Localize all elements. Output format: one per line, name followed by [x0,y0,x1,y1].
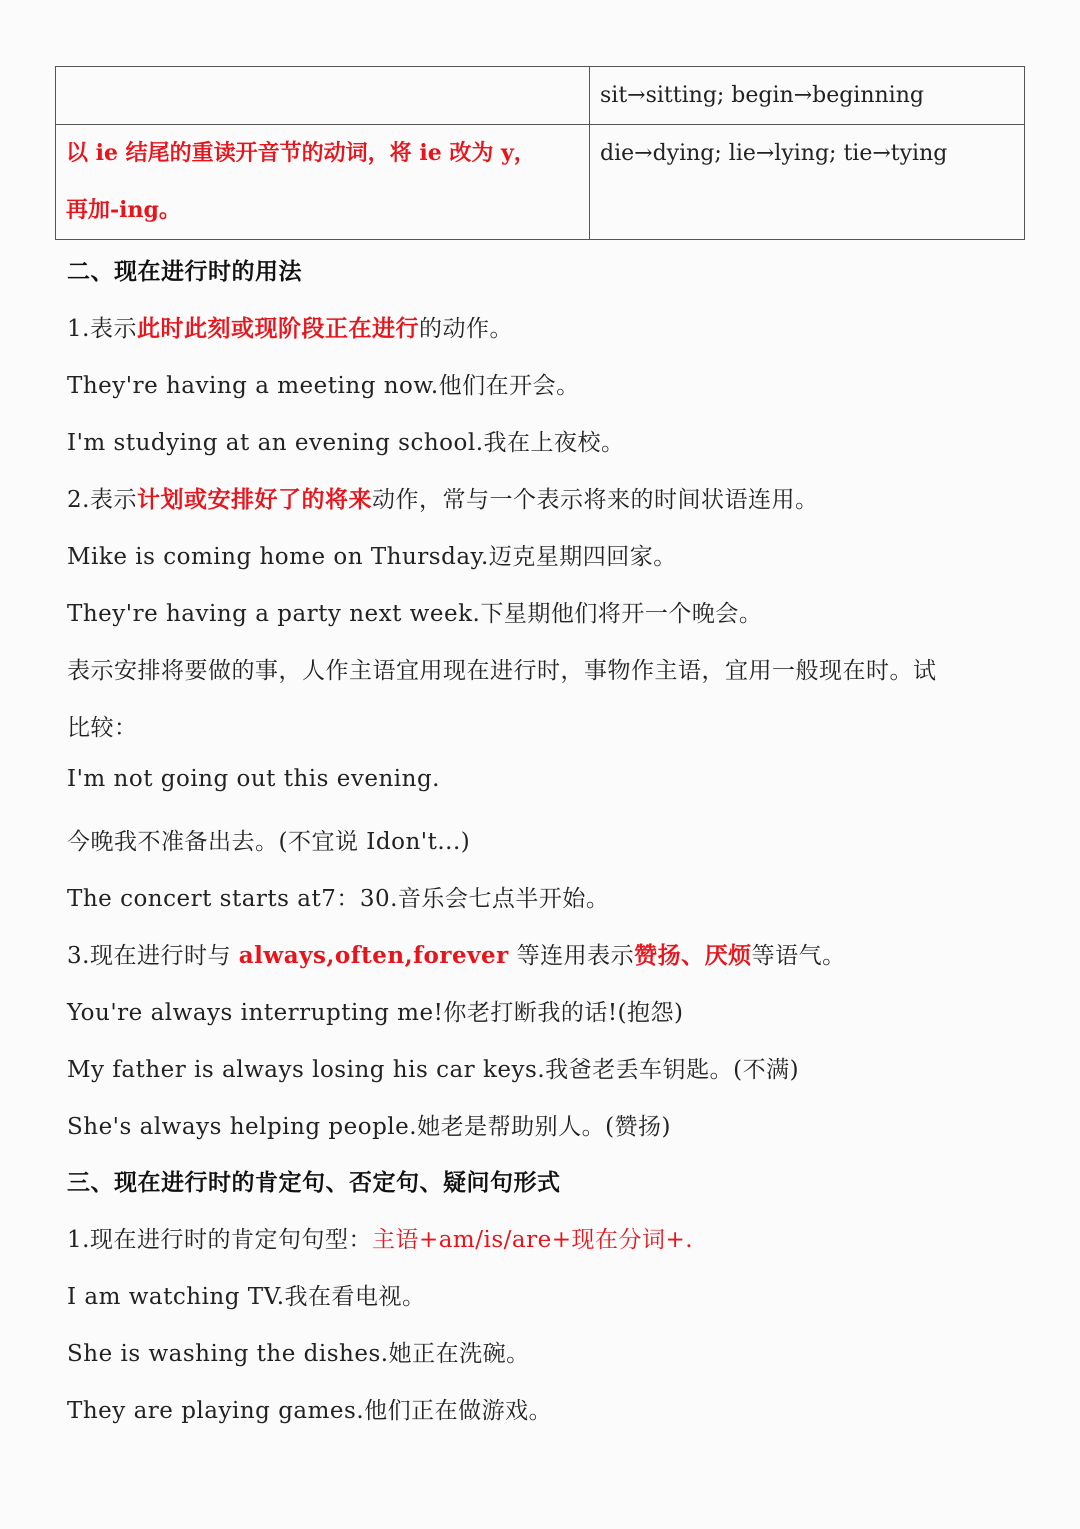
spelling-rules-table [55,66,1025,240]
section-heading: 三、现在进行时的肯定句、否定句、疑问句形式 [67,1169,561,1196]
section-heading: 二、现在进行时的用法 [67,258,302,285]
example-cell: die→dying; lie→lying; tie→tying [590,125,1025,240]
example-sentence: You're always interrupting me!你老打断我的话!(抱怨) [67,1000,684,1026]
table-row [56,125,1025,240]
example-sentence: My father is always losing his car keys.我爸老丢车钥匙。(不满) [67,1057,800,1083]
highlight-text: always,often,forever [238,942,509,969]
highlight-text: 赞扬、厌烦 [634,942,752,969]
highlight-text: 主语+am/is/are+现在分词+. [371,1227,694,1253]
note-text: 表示安排将要做的事，人作主语宜用现在进行时，事物作主语，宜用一般现在时。试 [67,658,937,684]
rule-cell [56,125,590,240]
example-sentence: She's always helping people.她老是帮助别人。(赞扬) [67,1114,672,1140]
table-row [56,67,1025,125]
example-sentence: They're having a meeting now.他们在开会。 [67,373,580,399]
note-text: 比较： [67,715,138,741]
rule-line: 再加-ing。 [66,197,181,223]
usage-point: 3.现在进行时与 always,often,forever 等连用表示赞扬、厌烦等语气。 [67,942,846,969]
highlight-text: 计划或安排好了的将来 [136,486,372,513]
example-sentence: I'm studying at an evening school.我在上夜校。 [67,430,625,456]
example-sentence: She is washing the dishes.她正在洗碗。 [67,1341,530,1367]
example-cell: sit→sitting; begin→beginning [590,67,1025,125]
example-sentence: They're having a party next week.下星期他们将开一个晚会。 [67,601,763,627]
usage-point: 1.表示此时此刻或现阶段正在进行的动作。 [67,315,513,342]
example-sentence: The concert starts at7：30.音乐会七点半开始。 [67,886,610,912]
rule-cell [56,67,590,125]
example-sentence: Mike is coming home on Thursday.迈克星期四回家。 [67,544,677,570]
usage-point: 1.现在进行时的肯定句句型：主语+am/is/are+现在分词+. [67,1227,694,1253]
example-sentence: I'm not going out this evening. [67,766,440,792]
highlight-text: 此时此刻或现阶段正在进行 [136,315,419,342]
example-sentence: 今晚我不准备出去。(不宜说 Idon't...) [67,829,471,855]
example-sentence: They are playing games.他们正在做游戏。 [67,1398,553,1424]
rule-line: 以 ie 结尾的重读开音节的动词，将 ie 改为 y， [66,140,536,166]
example-sentence: I am watching TV.我在看电视。 [67,1284,426,1310]
usage-point: 2.表示计划或安排好了的将来动作，常与一个表示将来的时间状语连用。 [67,486,819,513]
